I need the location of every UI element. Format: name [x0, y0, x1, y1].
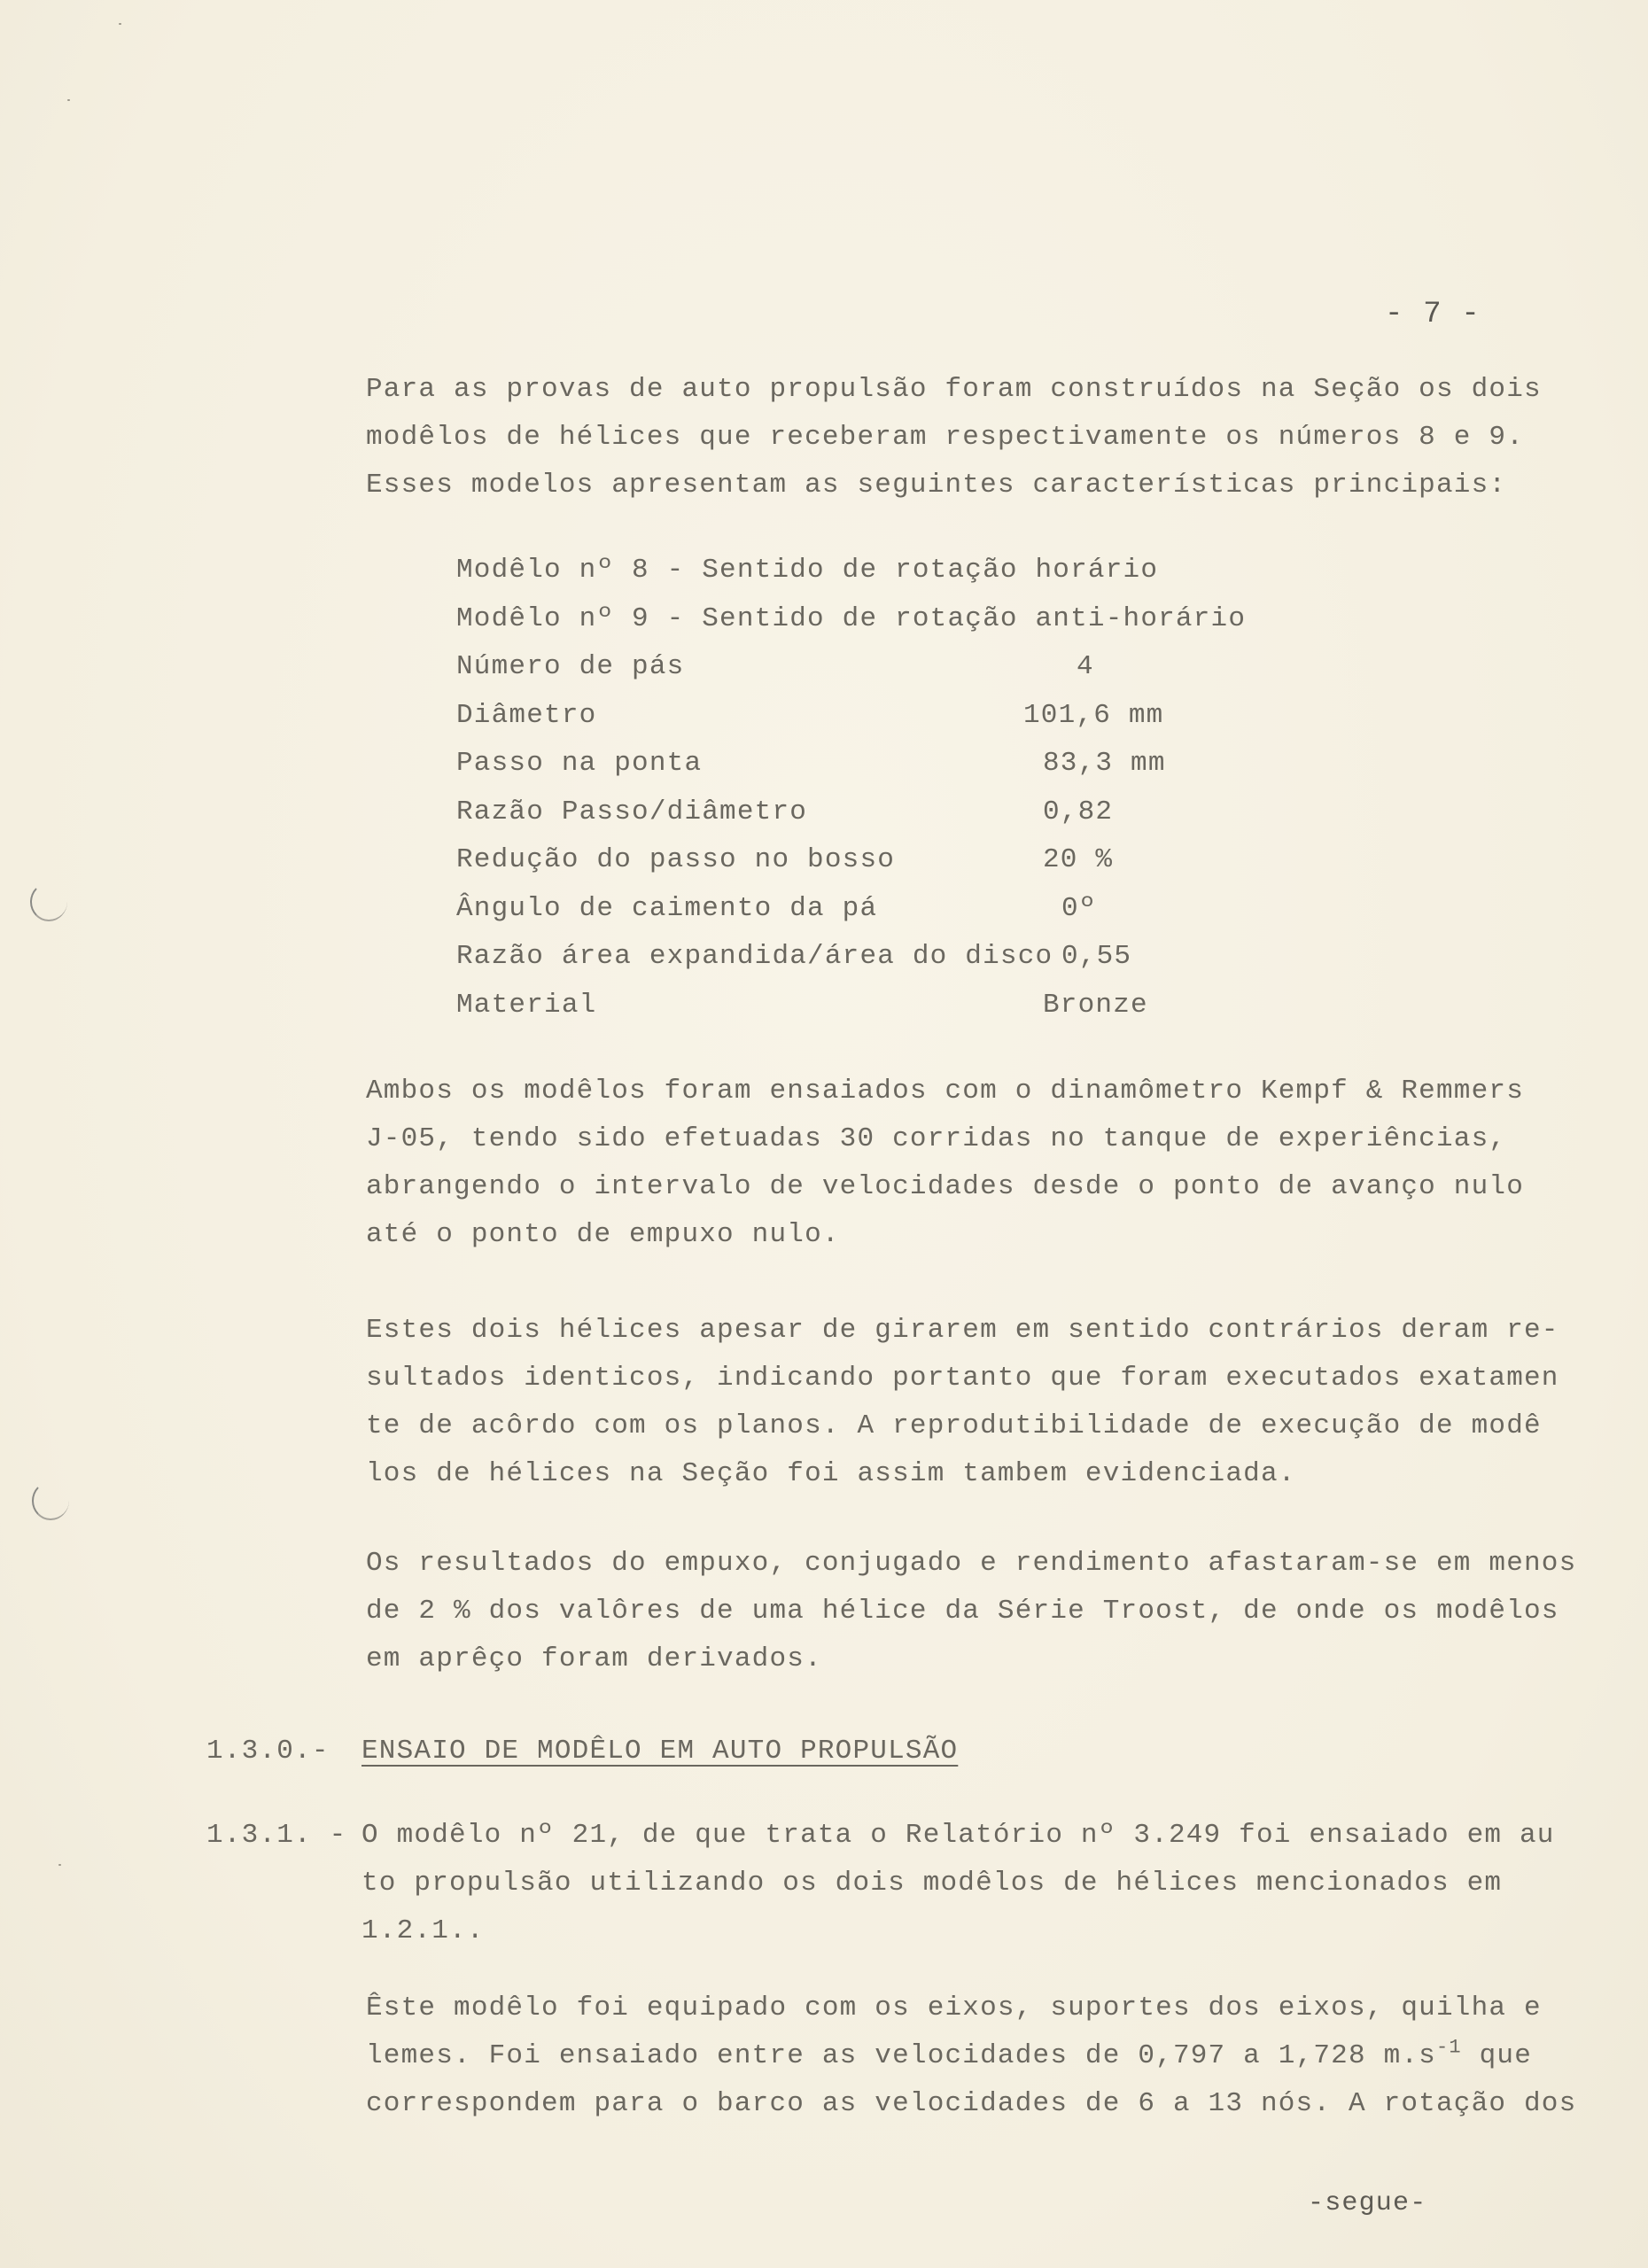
text-line: modêlos de hélices que receberam respectivamente os números 8 e 9.: [366, 422, 1524, 453]
text-line: O modêlo nº 21, de que trata o Relatório nº 3.249 foi ensaiado em au: [361, 1820, 1555, 1851]
spec-label: Passo na ponta: [456, 748, 703, 779]
page-number: - 7 -: [1385, 298, 1481, 331]
text-line: los de hélices na Seção foi assim tambem evidenciada.: [366, 1458, 1296, 1489]
spec-label: Número de pás: [456, 651, 685, 682]
text-line: [366, 2032, 1533, 2080]
spec-value: Bronze: [1043, 989, 1148, 1021]
spec-label: Ângulo de caimento da pá: [456, 892, 878, 924]
superscript: -1: [1436, 2036, 1462, 2059]
text-line: Estes dois hélices apesar de girarem em sentido contrários deram re-: [366, 1315, 1559, 1346]
text-segment: que: [1461, 2040, 1533, 2071]
spec-label: Redução do passo no bosso: [456, 844, 896, 875]
text-line: Os resultados do empuxo, conjugado e rendimento afastaram-se em menos: [366, 1548, 1577, 1579]
punch-hole-mark: [30, 882, 67, 921]
section-heading: [206, 1728, 958, 1775]
paragraph-model-equipment: [366, 1984, 1577, 2128]
text-line: de 2 % dos valôres de uma hélice da Série Troost, de onde os modêlos: [366, 1596, 1559, 1627]
text-line: abrangendo o intervalo de velocidades desde o ponto de avanço nulo: [366, 1171, 1524, 1202]
paragraph-dynamometer: [366, 1068, 1524, 1259]
text-line: te de acôrdo com os planos. A reprodutibilidade de execução de modê: [366, 1410, 1542, 1441]
spec-label: Razão Passo/diâmetro: [456, 796, 808, 827]
text-line: até o ponto de empuxo nulo.: [366, 1219, 840, 1250]
paper-speck: [119, 23, 121, 25]
text-segment: lemes. Foi ensaiado entre as velocidades de 0,797 a 1,728 m.s: [366, 2040, 1436, 2071]
text-line: sultados identicos, indicando portanto que foram executados exatamen: [366, 1363, 1559, 1394]
spec-value: 83,3 mm: [1043, 748, 1166, 779]
spec-value: 101,6 mm: [1023, 699, 1164, 731]
spec-model-9: Modêlo nº 9 - Sentido de rotação anti-horário: [456, 602, 1247, 634]
text-line: Ambos os modêlos foram ensaiados com o dinamômetro Kempf & Remmers: [366, 1076, 1524, 1107]
spec-value: 20 %: [1043, 844, 1114, 875]
spec-value: 4: [1077, 651, 1094, 682]
text-line: J-05, tendo sido efetuadas 30 corridas no tanque de experiências,: [366, 1123, 1507, 1154]
spec-label: Diâmetro: [456, 699, 597, 731]
section-number: 1.3.0.-: [206, 1736, 330, 1767]
spec-model-8: Modêlo nº 8 - Sentido de rotação horário: [456, 555, 1159, 586]
text-line: Êste modêlo foi equipado com os eixos, suportes dos eixos, quilha e: [366, 1992, 1542, 2023]
text-line: correspondem para o barco as velocidades de 6 a 13 nós. A rotação dos: [366, 2088, 1577, 2119]
text-line: em aprêço foram derivados.: [366, 1643, 822, 1674]
text-line: Esses modelos apresentam as seguintes características principais:: [366, 470, 1507, 501]
spec-value: 0,82: [1043, 796, 1114, 827]
paper-speck: [67, 99, 70, 101]
paragraph-troost-comparison: [366, 1540, 1577, 1683]
item-number: 1.3.1. -: [206, 1820, 347, 1851]
spec-value: 0º: [1061, 892, 1097, 924]
spec-value: 0,55: [1061, 941, 1132, 972]
paragraph-results-identical: [366, 1307, 1559, 1498]
intro-paragraph: [366, 366, 1542, 509]
punch-hole-mark: [32, 1481, 69, 1520]
spec-label: Material: [456, 989, 597, 1021]
paper-speck: [58, 1864, 61, 1866]
text-line: to propulsão utilizando os dois modêlos de hélices mencionados em: [361, 1868, 1503, 1899]
text-line: 1.2.1..: [361, 1915, 485, 1946]
continuation-marker: -segue-: [1308, 2188, 1427, 2218]
text-line: Para as provas de auto propulsão foram construídos na Seção os dois: [366, 374, 1542, 405]
spec-label: Razão área expandida/área do disco: [456, 941, 1053, 972]
section-title: ENSAIO DE MODÊLO EM AUTO PROPULSÃO: [361, 1736, 959, 1767]
